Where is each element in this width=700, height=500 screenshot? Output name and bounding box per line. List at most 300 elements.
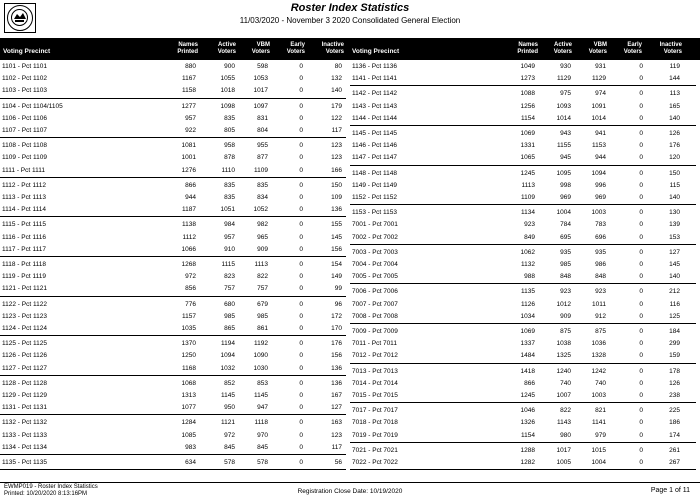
early-voters: 0 <box>299 142 303 150</box>
printed-timestamp: Printed: 10/20/2020 8:13:16PM <box>4 491 88 497</box>
table-row <box>350 299 696 311</box>
names-printed: 1282 <box>520 458 535 466</box>
vbm-voters: 1118 <box>254 419 268 427</box>
vbm-voters: 931 <box>595 63 606 70</box>
active-voters: 835 <box>224 114 235 122</box>
precinct-name: 7001 - Pct 7001 <box>352 221 398 229</box>
table-row <box>350 219 696 231</box>
table-row <box>0 101 346 113</box>
precinct-name: 1103 - Pct 1103 <box>2 87 47 95</box>
inactive-voters: 159 <box>669 352 680 360</box>
inactive-voters: 156 <box>331 352 342 360</box>
precinct-group <box>350 128 696 166</box>
table-row <box>350 430 696 442</box>
early-voters: 0 <box>639 391 643 399</box>
inactive-voters: 184 <box>669 328 680 335</box>
early-voters: 0 <box>299 221 303 229</box>
early-voters: 0 <box>299 431 303 439</box>
active-voters: 852 <box>224 379 235 387</box>
precinct-name: 1119 - Pct 1119 <box>2 273 46 281</box>
inactive-voters: 154 <box>331 261 342 268</box>
col-inactive-voters: Inactive Voters <box>321 42 344 55</box>
names-printed: 988 <box>524 273 535 281</box>
names-printed: 1187 <box>182 206 196 214</box>
early-voters: 0 <box>299 193 303 201</box>
precinct-name: 1146 - Pct 1146 <box>352 142 397 150</box>
table-row <box>0 259 346 271</box>
active-voters: 1012 <box>556 300 571 308</box>
precinct-name: 1147 - Pct 1147 <box>352 154 397 162</box>
inactive-voters: 145 <box>669 260 680 268</box>
precinct-group <box>350 61 696 86</box>
active-voters: 875 <box>560 328 571 335</box>
names-printed: 1068 <box>181 379 196 387</box>
names-printed: 849 <box>524 233 535 241</box>
names-printed: 1484 <box>520 352 535 360</box>
early-voters: 0 <box>299 443 303 451</box>
early-voters: 0 <box>639 102 643 110</box>
precinct-group <box>0 101 346 139</box>
precinct-name: 1134 - Pct 1134 <box>2 443 47 451</box>
early-voters: 0 <box>639 458 643 466</box>
early-voters: 0 <box>299 379 303 387</box>
vbm-voters: 965 <box>257 233 268 241</box>
early-voters: 0 <box>639 260 643 268</box>
vbm-voters: 848 <box>595 273 606 281</box>
early-voters: 0 <box>299 340 303 348</box>
active-voters: 865 <box>224 324 235 332</box>
vbm-voters: 1129 <box>592 75 606 83</box>
table-row <box>0 271 346 283</box>
early-voters: 0 <box>299 273 303 281</box>
precinct-group <box>350 326 696 364</box>
vbm-voters: 1094 <box>591 169 606 177</box>
active-voters: 1145 <box>221 391 235 399</box>
early-voters: 0 <box>639 273 643 281</box>
inactive-voters: 117 <box>331 443 342 451</box>
inactive-voters: 140 <box>669 114 680 122</box>
names-printed: 1268 <box>181 261 196 268</box>
active-voters: 1004 <box>556 209 571 217</box>
precinct-name: 1104 - Pct 1104/1105 <box>2 102 63 110</box>
early-voters: 0 <box>299 154 303 162</box>
active-voters: 848 <box>560 273 571 281</box>
names-printed: 1062 <box>520 248 535 256</box>
table-row <box>0 457 346 469</box>
vbm-voters: 969 <box>595 193 606 201</box>
names-printed: 1276 <box>181 166 196 174</box>
names-printed: 1135 <box>521 288 535 296</box>
table-row <box>350 180 696 192</box>
vbm-voters: 1036 <box>591 340 606 348</box>
table-row <box>350 445 696 457</box>
table-row <box>0 311 346 323</box>
names-printed: 1154 <box>521 114 535 122</box>
inactive-voters: 267 <box>669 458 680 466</box>
early-voters: 0 <box>299 459 303 466</box>
precinct-name: 7012 - Pct 7012 <box>352 352 398 360</box>
table-row <box>0 378 346 390</box>
table-row <box>0 204 346 216</box>
footer-divider <box>0 482 700 483</box>
vbm-voters: 941 <box>595 130 606 137</box>
early-voters: 0 <box>639 154 643 162</box>
report-header <box>0 0 700 36</box>
early-voters: 0 <box>639 142 643 150</box>
active-voters: 985 <box>560 260 571 268</box>
names-printed: 1313 <box>181 391 196 399</box>
inactive-voters: 212 <box>669 288 680 296</box>
precinct-name: 1118 - Pct 1118 <box>2 261 46 268</box>
active-voters: 984 <box>224 221 235 229</box>
col-names-printed: Names Printed <box>177 42 198 55</box>
col-early-voters-right: Early Voters <box>623 42 642 55</box>
inactive-voters: 165 <box>669 102 680 110</box>
early-voters: 0 <box>639 130 643 137</box>
active-voters: 835 <box>224 193 235 201</box>
inactive-voters: 145 <box>331 233 342 241</box>
precinct-group <box>350 405 696 443</box>
inactive-voters: 178 <box>669 367 680 375</box>
vbm-voters: 1003 <box>591 209 606 217</box>
vbm-voters: 783 <box>595 221 606 229</box>
active-voters: 578 <box>224 459 235 466</box>
vbm-voters: 875 <box>595 328 606 335</box>
table-row <box>350 271 696 283</box>
precinct-name: 1125 - Pct 1125 <box>2 340 47 348</box>
vbm-voters: 1017 <box>253 87 268 95</box>
early-voters: 0 <box>299 233 303 241</box>
active-voters: 845 <box>224 443 235 451</box>
precinct-name: 1135 - Pct 1135 <box>2 459 47 466</box>
inactive-voters: 167 <box>331 391 342 399</box>
names-printed: 1337 <box>520 340 535 348</box>
vbm-voters: 861 <box>257 324 268 332</box>
vbm-voters: 955 <box>257 142 268 150</box>
precinct-name: 1144 - Pct 1144 <box>352 114 397 122</box>
early-voters: 0 <box>639 193 643 201</box>
precinct-name: 7018 - Pct 7018 <box>352 419 398 427</box>
vbm-voters: 740 <box>595 379 606 387</box>
precinct-group <box>0 259 346 297</box>
vbm-voters: 1003 <box>591 391 606 399</box>
inactive-voters: 155 <box>331 221 342 229</box>
vbm-voters: 804 <box>257 126 268 134</box>
table-row <box>350 192 696 204</box>
active-voters: 923 <box>560 288 571 296</box>
active-voters: 1018 <box>220 87 235 95</box>
vbm-voters: 757 <box>257 285 268 293</box>
precinct-name: 1142 - Pct 1142 <box>352 90 397 98</box>
inactive-voters: 130 <box>669 209 680 217</box>
active-voters: 1143 <box>557 419 571 427</box>
early-voters: 0 <box>639 407 643 415</box>
early-voters: 0 <box>639 248 643 256</box>
early-voters: 0 <box>299 404 303 412</box>
early-voters: 0 <box>299 364 303 372</box>
active-voters: 740 <box>560 379 571 387</box>
table-row <box>350 73 696 85</box>
active-voters: 910 <box>224 245 235 253</box>
active-voters: 1325 <box>556 352 571 360</box>
vbm-voters: 831 <box>257 114 268 122</box>
table-row <box>0 125 346 137</box>
active-voters: 1115 <box>221 261 235 268</box>
vbm-voters: 1053 <box>253 75 268 83</box>
vbm-voters: 696 <box>595 233 606 241</box>
table-row <box>0 165 346 177</box>
precinct-name: 7002 - Pct 7002 <box>352 233 398 241</box>
inactive-voters: 140 <box>331 87 342 95</box>
table-row <box>0 180 346 192</box>
vbm-voters: 1113 <box>254 261 268 268</box>
inactive-voters: 163 <box>331 419 342 427</box>
inactive-voters: 126 <box>669 379 680 387</box>
col-inactive-voters-right: Inactive Voters <box>659 42 682 55</box>
early-voters: 0 <box>299 87 303 95</box>
vbm-voters: 982 <box>257 221 268 229</box>
names-printed: 1418 <box>520 367 535 375</box>
precinct-name: 1149 - Pct 1149 <box>352 181 397 189</box>
active-voters: 1055 <box>220 75 235 83</box>
table-row <box>350 311 696 323</box>
active-voters: 945 <box>560 154 571 162</box>
active-voters: 1095 <box>556 169 571 177</box>
precinct-name: 1101 - Pct 1101 <box>2 63 47 70</box>
inactive-voters: 153 <box>669 233 680 241</box>
vbm-voters: 1015 <box>591 446 606 454</box>
precinct-name: 7019 - Pct 7019 <box>352 431 398 439</box>
inactive-voters: 261 <box>669 446 680 454</box>
precinct-name: 1141 - Pct 1141 <box>352 75 397 83</box>
active-voters: 985 <box>224 312 235 320</box>
active-voters: 1110 <box>221 166 235 174</box>
inactive-voters: 170 <box>331 324 342 332</box>
names-printed: 1069 <box>520 328 535 335</box>
inactive-voters: 56 <box>334 459 342 466</box>
names-printed: 1245 <box>520 169 535 177</box>
names-printed: 1138 <box>182 221 196 229</box>
early-voters: 0 <box>639 312 643 320</box>
precinct-name: 1131 - Pct 1131 <box>2 404 47 412</box>
table-row <box>350 259 696 271</box>
inactive-voters: 123 <box>331 142 342 150</box>
col-vbm-voters-right: VBM Voters <box>588 42 607 55</box>
vbm-voters: 835 <box>257 181 268 189</box>
inactive-voters: 149 <box>331 273 342 281</box>
col-vbm-voters: VBM Voters <box>251 42 270 55</box>
names-printed: 1034 <box>520 312 535 320</box>
active-voters: 1121 <box>221 419 235 427</box>
table-row <box>350 286 696 298</box>
precinct-name: 7008 - Pct 7008 <box>352 312 398 320</box>
precinct-name: 7009 - Pct 7009 <box>352 328 398 335</box>
names-printed: 957 <box>185 114 196 122</box>
table-row <box>0 338 346 350</box>
names-printed: 1167 <box>182 75 196 83</box>
inactive-voters: 225 <box>669 407 680 415</box>
names-printed: 1277 <box>181 102 196 110</box>
active-voters: 972 <box>224 431 235 439</box>
vbm-voters: 970 <box>257 431 268 439</box>
inactive-voters: 127 <box>331 404 342 412</box>
inactive-voters: 126 <box>669 130 680 137</box>
table-row <box>0 85 346 97</box>
precinct-name: 1107 - Pct 1107 <box>2 126 47 134</box>
early-voters: 0 <box>299 245 303 253</box>
report-title: Roster Index Statistics <box>290 2 410 14</box>
roster-table <box>0 61 700 481</box>
precinct-name: 1102 - Pct 1102 <box>2 75 47 83</box>
inactive-voters: 127 <box>669 248 680 256</box>
precinct-name: 1128 - Pct 1128 <box>2 379 47 387</box>
table-row <box>0 192 346 204</box>
precinct-name: 7004 - Pct 7004 <box>352 260 398 268</box>
inactive-voters: 120 <box>669 154 680 162</box>
col-voting-precinct: Voting Precinct <box>3 48 51 55</box>
active-voters: 935 <box>560 248 571 256</box>
early-voters: 0 <box>299 114 303 122</box>
table-row <box>350 113 696 125</box>
early-voters: 0 <box>639 221 643 229</box>
vbm-voters: 822 <box>257 273 268 281</box>
active-voters: 900 <box>224 63 235 70</box>
registration-close-date: Registration Close Date: 10/19/2020 <box>297 488 403 495</box>
vbm-voters: 1014 <box>591 114 606 122</box>
names-printed: 1154 <box>521 431 535 439</box>
early-voters: 0 <box>299 166 303 174</box>
inactive-voters: 99 <box>334 285 342 293</box>
active-voters: 823 <box>224 273 235 281</box>
early-voters: 0 <box>639 181 643 189</box>
precinct-name: 1152 - Pct 1152 <box>352 193 397 201</box>
table-row <box>350 128 696 140</box>
names-printed: 866 <box>524 379 535 387</box>
names-printed: 634 <box>185 459 196 466</box>
precinct-name: 1111 - Pct 1111 <box>2 166 45 174</box>
precinct-group <box>350 445 696 470</box>
inactive-voters: 109 <box>331 193 342 201</box>
early-voters: 0 <box>639 75 643 83</box>
precinct-name: 1123 - Pct 1123 <box>2 312 47 320</box>
col-active-voters-right: Active Voters <box>553 42 572 55</box>
table-row <box>350 326 696 338</box>
inactive-voters: 136 <box>331 379 342 387</box>
table-row <box>350 168 696 180</box>
inactive-voters: 96 <box>334 300 342 308</box>
col-names-printed-right: Names Printed <box>517 42 538 55</box>
table-row <box>0 152 346 164</box>
precinct-name: 1117 - Pct 1117 <box>2 245 46 253</box>
active-voters: 975 <box>560 90 571 98</box>
active-voters: 943 <box>560 130 571 137</box>
inactive-voters: 156 <box>331 245 342 253</box>
precinct-name: 1122 - Pct 1122 <box>2 300 47 308</box>
precinct-name: 7014 - Pct 7014 <box>352 379 398 387</box>
names-printed: 923 <box>524 221 535 229</box>
col-early-voters: Early Voters <box>286 42 305 55</box>
precinct-group <box>350 247 696 285</box>
vbm-voters: 1328 <box>591 352 606 360</box>
table-row <box>350 338 696 350</box>
early-voters: 0 <box>299 391 303 399</box>
inactive-voters: 150 <box>331 181 342 189</box>
precinct-name: 7013 - Pct 7013 <box>352 367 398 375</box>
inactive-voters: 139 <box>669 221 680 229</box>
table-row <box>350 247 696 259</box>
early-voters: 0 <box>639 431 643 439</box>
names-printed: 1049 <box>520 63 535 70</box>
table-row <box>0 442 346 454</box>
vbm-voters: 1052 <box>253 206 268 214</box>
inactive-voters: 136 <box>331 364 342 372</box>
inactive-voters: 238 <box>669 391 680 399</box>
precinct-group <box>0 417 346 455</box>
early-voters: 0 <box>639 63 643 70</box>
precinct-name: 7017 - Pct 7017 <box>352 407 398 415</box>
early-voters: 0 <box>639 300 643 308</box>
vbm-voters: 909 <box>257 245 268 253</box>
table-row <box>350 232 696 244</box>
table-row <box>350 390 696 402</box>
active-voters: 1032 <box>220 364 235 372</box>
vbm-voters: 979 <box>595 431 606 439</box>
names-printed: 1273 <box>520 75 535 83</box>
precinct-name: 1143 - Pct 1143 <box>352 102 397 110</box>
vbm-voters: 877 <box>257 154 268 162</box>
inactive-voters: 176 <box>669 142 680 150</box>
names-printed: 1112 <box>182 233 196 241</box>
precinct-name: 1114 - Pct 1114 <box>2 206 46 214</box>
precinct-name: 1109 - Pct 1109 <box>2 154 47 162</box>
inactive-voters: 172 <box>331 312 342 320</box>
report-subtitle: 11/03/2020 - November 3 2020 Consolidated General Election <box>239 16 461 25</box>
inactive-voters: 176 <box>331 340 342 348</box>
vbm-voters: 1090 <box>253 352 268 360</box>
names-printed: 1126 <box>521 300 535 308</box>
inactive-voters: 136 <box>331 206 342 214</box>
precinct-name: 1153 - Pct 1153 <box>352 209 397 217</box>
names-printed: 1326 <box>520 419 535 427</box>
vbm-voters: 853 <box>257 379 268 387</box>
active-voters: 1007 <box>556 391 571 399</box>
names-printed: 972 <box>185 273 196 281</box>
names-printed: 1284 <box>181 419 196 427</box>
vbm-voters: 947 <box>257 404 268 412</box>
vbm-voters: 1145 <box>254 391 268 399</box>
col-voting-precinct-right: Voting Precinct <box>352 48 400 55</box>
early-voters: 0 <box>299 261 303 268</box>
precinct-name: 7015 - Pct 7015 <box>352 391 398 399</box>
inactive-voters: 125 <box>669 312 680 320</box>
precinct-name: 1148 - Pct 1148 <box>352 169 397 177</box>
table-row <box>0 61 346 73</box>
vbm-voters: 679 <box>257 300 268 308</box>
early-voters: 0 <box>299 352 303 360</box>
precinct-name: 7021 - Pct 7021 <box>352 446 398 454</box>
precinct-group <box>350 286 696 324</box>
inactive-voters: 117 <box>331 126 342 134</box>
names-printed: 1065 <box>520 154 535 162</box>
inactive-voters: 186 <box>669 419 680 427</box>
vbm-voters: 1011 <box>592 300 606 308</box>
vbm-voters: 821 <box>595 407 606 415</box>
precinct-name: 1115 - Pct 1115 <box>2 221 46 229</box>
active-voters: 835 <box>224 181 235 189</box>
vbm-voters: 1091 <box>591 102 606 110</box>
table-row <box>350 457 696 469</box>
active-voters: 805 <box>224 126 235 134</box>
